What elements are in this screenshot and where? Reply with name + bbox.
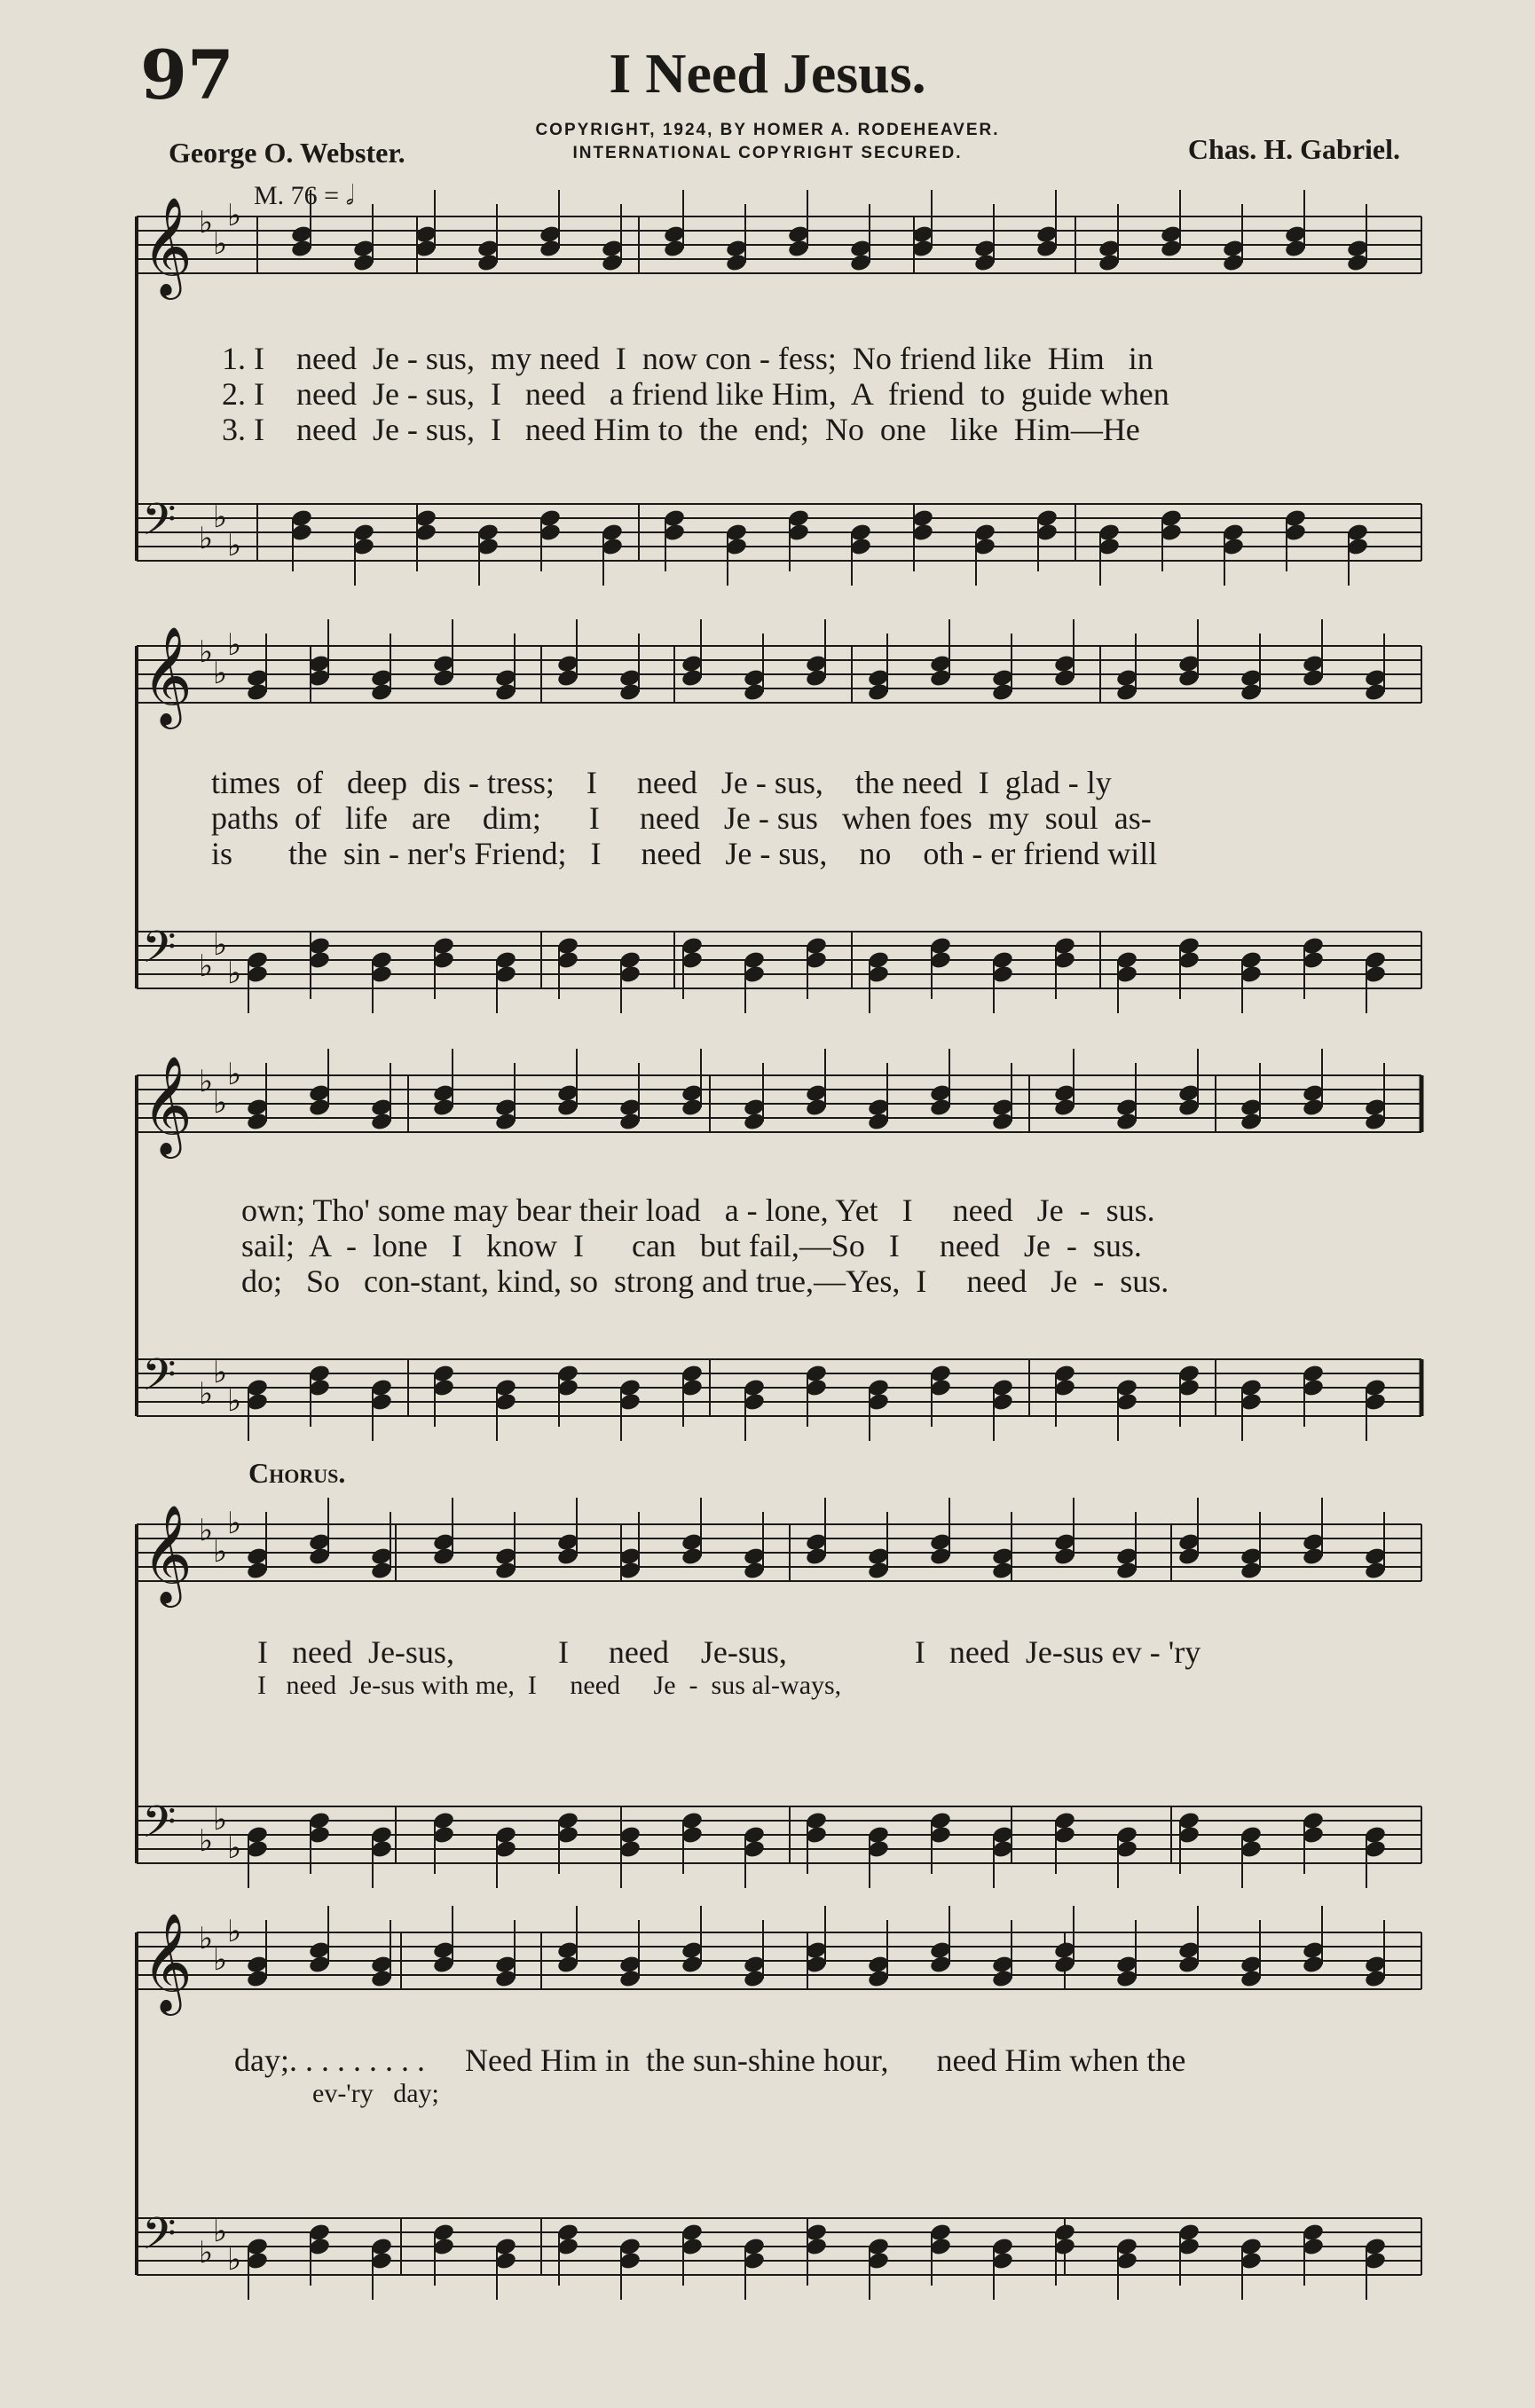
flat-sign-icon: ♭	[213, 656, 228, 691]
bass-clef-icon: 𝄢	[142, 1797, 177, 1859]
bass-clef-icon: 𝄢	[142, 922, 177, 984]
flat-sign-icon: ♭	[213, 927, 228, 963]
treble-clef-icon: 𝄞	[142, 626, 193, 725]
flat-sign-icon: ♭	[227, 1830, 242, 1866]
hymn-number: 97	[140, 35, 234, 114]
verse-1-line-2: times of deep dis - tress; I need Je - sus, the need I glad - ly	[211, 765, 1112, 800]
bass-clef-icon: 𝄢	[142, 1350, 177, 1412]
flat-sign-icon: ♭	[227, 956, 242, 991]
flat-sign-icon: ♭	[227, 1383, 242, 1419]
verse-1-line-3: own; Tho' some may bear their load a - lone, Yet I need Je - sus.	[241, 1192, 1155, 1228]
flat-sign-icon: ♭	[213, 1802, 228, 1837]
flat-sign-icon: ♭	[199, 634, 214, 670]
flat-sign-icon: ♭	[199, 1376, 214, 1412]
flat-sign-icon: ♭	[213, 2214, 228, 2249]
tempo-marking: M. 76 = 𝅗𝅥	[254, 181, 355, 210]
treble-clef-icon: 𝄞	[142, 1912, 193, 2011]
flat-sign-icon: ♭	[213, 1355, 228, 1390]
flat-sign-icon: ♭	[199, 521, 214, 556]
flat-sign-icon: ♭	[227, 1914, 242, 1949]
flat-sign-icon: ♭	[213, 226, 228, 262]
chorus-line-2: day;. . . . . . . . . Need Him in the sun-shine hour, need Him when the	[234, 2042, 1186, 2078]
chorus-line-1: I need Je-sus, I need Je-sus, I need Je-sus ev - 'ry	[257, 1634, 1201, 1670]
chorus-line-2-alt: ev-'ry day;	[312, 2079, 439, 2108]
flat-sign-icon: ♭	[199, 1064, 214, 1099]
flat-sign-icon: ♭	[227, 1506, 242, 1541]
treble-clef-icon: 𝄞	[142, 1504, 193, 1603]
flat-sign-icon: ♭	[199, 1823, 214, 1859]
bass-clef-icon: 𝄢	[142, 494, 177, 556]
flat-sign-icon: ♭	[227, 627, 242, 663]
treble-clef-icon: 𝄞	[142, 1055, 193, 1154]
verse-2-line-2: paths of life are dim; I need Je - sus when foes my soul as-	[211, 800, 1152, 836]
copyright-line: COPYRIGHT, 1924, BY HOMER A. RODEHEAVER.	[535, 121, 1000, 139]
flat-sign-icon: ♭	[227, 198, 242, 233]
flat-sign-icon: ♭	[199, 1921, 214, 1956]
flat-sign-icon: ♭	[213, 1085, 228, 1121]
chorus-label: Chorus.	[248, 1457, 346, 1489]
flat-sign-icon: ♭	[213, 1534, 228, 1570]
lyricist: George O. Webster.	[169, 137, 405, 169]
flat-sign-icon: ♭	[199, 948, 214, 984]
hymn-title: I Need Jesus.	[609, 42, 926, 105]
verse-3-line-1: 3. I need Je - sus, I need Him to the end; No one like Him—He	[222, 412, 1140, 447]
verse-2-line-3: sail; A - lone I know I can but fail,—So I need Je - sus.	[241, 1228, 1142, 1263]
flat-sign-icon: ♭	[199, 205, 214, 240]
flat-sign-icon: ♭	[227, 528, 242, 563]
flat-sign-icon: ♭	[213, 500, 228, 535]
chorus-line-1-alt: I need Je-sus with me, I need Je - sus al-ways,	[257, 1671, 842, 1700]
verse-3-line-3: do; So con-stant, kind, so strong and true,—Yes, I need Je - sus.	[241, 1263, 1169, 1299]
flat-sign-icon: ♭	[213, 1942, 228, 1978]
composer: Chas. H. Gabriel.	[1187, 133, 1400, 165]
copyright-secured-line: INTERNATIONAL COPYRIGHT SECURED.	[572, 144, 963, 162]
verse-1-line-1: 1. I need Je - sus, my need I now con - fess; No friend like Him in	[222, 341, 1153, 376]
verse-2-line-1: 2. I need Je - sus, I need a friend like Him, A friend to guide when	[222, 376, 1169, 412]
bass-clef-icon: 𝄢	[142, 2208, 177, 2270]
verse-3-line-2: is the sin - ner's Friend; I need Je - sus, no oth - er friend will	[211, 836, 1158, 871]
flat-sign-icon: ♭	[227, 1057, 242, 1092]
flat-sign-icon: ♭	[227, 2242, 242, 2278]
treble-clef-icon: 𝄞	[142, 196, 193, 295]
flat-sign-icon: ♭	[199, 2235, 214, 2270]
flat-sign-icon: ♭	[199, 1513, 214, 1548]
